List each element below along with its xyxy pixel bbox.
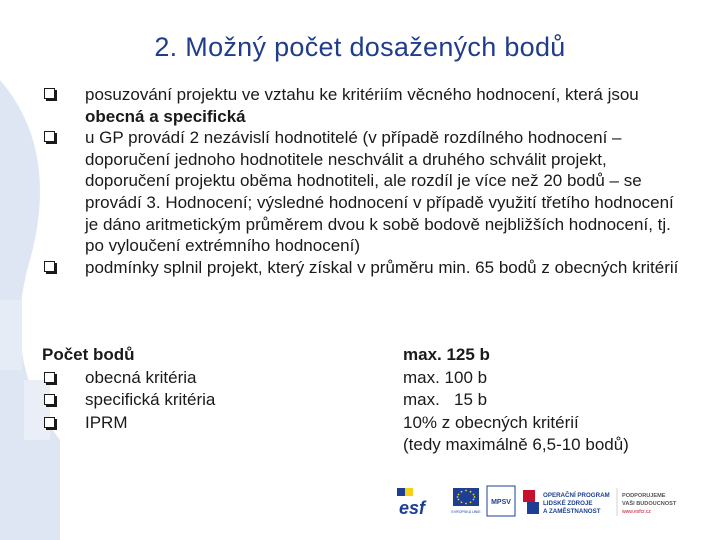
program-line-1: OPERAČNÍ PROGRAM (543, 492, 610, 499)
esf-logo (393, 486, 449, 518)
summary-item-label: specifická kritéria (85, 390, 216, 409)
summary-item-value: max. 100 b (403, 367, 488, 387)
bullet-text: posuzování projektu ve vztahu ke kritériím věcného hodnocení, která jsou (85, 85, 639, 104)
bullet-bold-text: obecná a specifická (85, 106, 246, 126)
summary-item-label: obecná kritéria (85, 367, 197, 387)
program-line-3: A ZAMĚSTNANOST (543, 508, 601, 515)
bullet-text: u GP provádí 2 nezávislí hodnotitelé (v případě rozdílného hodnocení – doporučení jednoho hodnotitele neschválit a druhého schválit projekt, doporučení projektu oběma hodnotiteli, ale rozdíl je více než 20 bodů – se provádí 3. Hodnocení; výsledné hodnocení v případě využití třetího hodnocení je dáno aritmetickým průměrem dvou k sobě bodově nejbližších hodnocení, tj. po vyloučení extrémního hodnocení) (85, 128, 674, 256)
summary-note: (tedy maximálně 6,5-10 bodů) (403, 435, 629, 454)
square-bullet-icon (44, 372, 55, 383)
list-item (40, 127, 680, 257)
summary-item (42, 389, 372, 412)
summary-item (42, 367, 372, 390)
summary-heading: Počet bodů (42, 345, 135, 364)
slogan-line-2: VAŠI BUDOUCNOST (622, 501, 677, 507)
decorative-block (0, 300, 22, 370)
bullet-text: podmínky splnil projekt, který získal v průměru min. 65 bodů z obecných kritérií (85, 257, 679, 277)
summary-item-value: max. 15 b (403, 390, 488, 409)
slogan-web: www.esfcr.cz (622, 509, 651, 515)
square-bullet-icon (44, 417, 55, 428)
eu-logo-text: EVROPSKÁ UNIE (451, 510, 481, 514)
square-bullet-icon (44, 88, 55, 99)
slogan-logo (617, 488, 677, 516)
square-bullet-icon (44, 261, 55, 272)
op-lzz-logo (523, 490, 610, 515)
summary-total: max. 125 b (403, 345, 490, 364)
square-bullet-icon (44, 394, 55, 405)
list-item (40, 84, 680, 127)
logo-strip (393, 482, 693, 522)
summary-item-value: 10% z obecných kritérií (403, 412, 579, 432)
list-item (40, 257, 680, 279)
slogan-line-1: PODPORUJEME (622, 493, 666, 499)
eu-flag-logo (451, 488, 481, 514)
summary-labels (42, 344, 372, 434)
bullet-list (40, 84, 680, 278)
summary-item (42, 412, 372, 435)
mpsv-logo-text: MPSV (491, 499, 511, 506)
mpsv-logo (487, 486, 515, 516)
summary-item-label: IPRM (85, 412, 128, 432)
summary-values (403, 344, 693, 457)
square-bullet-icon (44, 131, 55, 142)
page-title: 2. Možný počet dosažených bodů (154, 32, 566, 62)
esf-logo-text: esf (399, 498, 426, 518)
program-line-2: LIDSKÉ ZDROJE (543, 500, 593, 507)
